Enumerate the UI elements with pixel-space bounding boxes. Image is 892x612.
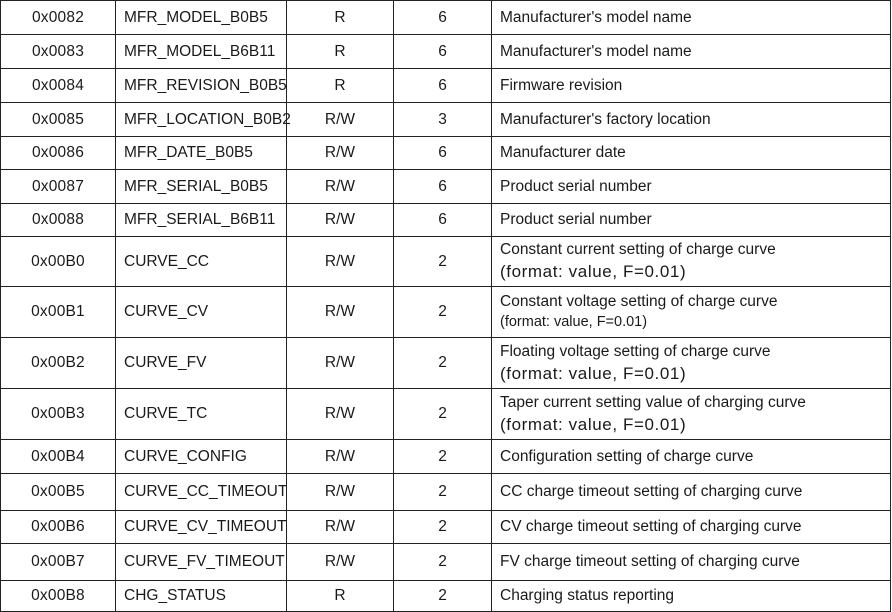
description-text: Constant voltage setting of charge curve xyxy=(500,293,778,310)
access-cell: R xyxy=(287,35,394,69)
table-row xyxy=(1,237,891,287)
format-note: (format: value, F=0.01) xyxy=(500,414,687,434)
description-cell xyxy=(492,287,891,338)
address-cell: 0x00B2 xyxy=(1,338,116,389)
description-cell: Manufacturer's model name xyxy=(492,1,891,35)
bytes-cell: 6 xyxy=(394,170,492,204)
description-cell: Configuration setting of charge curve xyxy=(492,440,891,474)
access-cell: R/W xyxy=(287,287,394,338)
bytes-cell: 2 xyxy=(394,287,492,338)
description-cell: Charging status reporting xyxy=(492,581,891,612)
description-cell xyxy=(492,237,891,287)
description-cell: CV charge timeout setting of charging curve xyxy=(492,511,891,544)
address-cell: 0x0088 xyxy=(1,204,116,237)
bytes-cell: 2 xyxy=(394,474,492,511)
table-row xyxy=(1,137,891,170)
address-cell: 0x00B3 xyxy=(1,389,116,440)
access-cell: R/W xyxy=(287,204,394,237)
table-row xyxy=(1,204,891,237)
table-row xyxy=(1,287,891,338)
address-cell: 0x0086 xyxy=(1,137,116,170)
address-cell: 0x00B4 xyxy=(1,440,116,474)
command-cell: CURVE_FV_TIMEOUT xyxy=(116,544,287,581)
bytes-cell: 6 xyxy=(394,35,492,69)
description-cell xyxy=(492,389,891,440)
description-cell: FV charge timeout setting of charging curve xyxy=(492,544,891,581)
table-row xyxy=(1,69,891,103)
command-cell: CHG_STATUS xyxy=(116,581,287,612)
access-cell: R/W xyxy=(287,389,394,440)
command-cell: CURVE_CV xyxy=(116,287,287,338)
bytes-cell: 6 xyxy=(394,137,492,170)
access-cell: R xyxy=(287,69,394,103)
bytes-cell: 2 xyxy=(394,440,492,474)
access-cell: R/W xyxy=(287,103,394,137)
command-cell: MFR_MODEL_B6B11 xyxy=(116,35,287,69)
access-cell: R/W xyxy=(287,440,394,474)
access-cell: R/W xyxy=(287,544,394,581)
table-row xyxy=(1,474,891,511)
table-row xyxy=(1,338,891,389)
access-cell: R/W xyxy=(287,474,394,511)
bytes-cell: 3 xyxy=(394,103,492,137)
access-cell: R/W xyxy=(287,338,394,389)
table-row xyxy=(1,581,891,612)
description-cell: Manufacturer's factory location xyxy=(492,103,891,137)
access-cell: R/W xyxy=(287,170,394,204)
address-cell: 0x0085 xyxy=(1,103,116,137)
table-row xyxy=(1,511,891,544)
bytes-cell: 2 xyxy=(394,511,492,544)
command-cell: CURVE_CC_TIMEOUT xyxy=(116,474,287,511)
address-cell: 0x0084 xyxy=(1,69,116,103)
bytes-cell: 2 xyxy=(394,389,492,440)
address-cell: 0x00B7 xyxy=(1,544,116,581)
address-cell: 0x00B8 xyxy=(1,581,116,612)
command-cell: MFR_MODEL_B0B5 xyxy=(116,1,287,35)
address-cell: 0x00B0 xyxy=(1,237,116,287)
bytes-cell: 2 xyxy=(394,581,492,612)
address-cell: 0x00B1 xyxy=(1,287,116,338)
command-cell: MFR_DATE_B0B5 xyxy=(116,137,287,170)
command-cell: CURVE_FV xyxy=(116,338,287,389)
description-cell: Product serial number xyxy=(492,204,891,237)
table-row xyxy=(1,544,891,581)
description-cell: CC charge timeout setting of charging curve xyxy=(492,474,891,511)
address-cell: 0x00B5 xyxy=(1,474,116,511)
format-note: (format: value, F=0.01) xyxy=(500,314,648,330)
table-row xyxy=(1,389,891,440)
access-cell: R xyxy=(287,1,394,35)
access-cell: R xyxy=(287,581,394,612)
command-cell: CURVE_TC xyxy=(116,389,287,440)
description-cell: Manufacturer date xyxy=(492,137,891,170)
format-note: (format: value, F=0.01) xyxy=(500,262,687,281)
bytes-cell: 2 xyxy=(394,544,492,581)
description-text: Taper current setting value of charging curve xyxy=(500,393,806,411)
address-cell: 0x0082 xyxy=(1,1,116,35)
description-cell xyxy=(492,338,891,389)
command-cell: CURVE_CONFIG xyxy=(116,440,287,474)
description-text: Floating voltage setting of charge curve xyxy=(500,342,771,360)
access-cell: R/W xyxy=(287,137,394,170)
address-cell: 0x0083 xyxy=(1,35,116,69)
address-cell: 0x00B6 xyxy=(1,511,116,544)
command-cell: CURVE_CV_TIMEOUT xyxy=(116,511,287,544)
bytes-cell: 6 xyxy=(394,69,492,103)
table-row xyxy=(1,170,891,204)
description-cell: Product serial number xyxy=(492,170,891,204)
format-note: (format: value, F=0.01) xyxy=(500,363,687,383)
command-cell: MFR_SERIAL_B0B5 xyxy=(116,170,287,204)
table-row xyxy=(1,103,891,137)
description-cell: Firmware revision xyxy=(492,69,891,103)
address-cell: 0x0087 xyxy=(1,170,116,204)
description-text: Constant current setting of charge curve xyxy=(500,241,776,258)
bytes-cell: 2 xyxy=(394,237,492,287)
bytes-cell: 2 xyxy=(394,338,492,389)
bytes-cell: 6 xyxy=(394,204,492,237)
command-cell: MFR_SERIAL_B6B11 xyxy=(116,204,287,237)
command-cell: MFR_REVISION_B0B5 xyxy=(116,69,287,103)
description-cell: Manufacturer's model name xyxy=(492,35,891,69)
table-row xyxy=(1,35,891,69)
bytes-cell: 6 xyxy=(394,1,492,35)
command-cell: CURVE_CC xyxy=(116,237,287,287)
access-cell: R/W xyxy=(287,237,394,287)
access-cell: R/W xyxy=(287,511,394,544)
table-row xyxy=(1,1,891,35)
command-cell: MFR_LOCATION_B0B2 xyxy=(116,103,287,137)
table-row xyxy=(1,440,891,474)
